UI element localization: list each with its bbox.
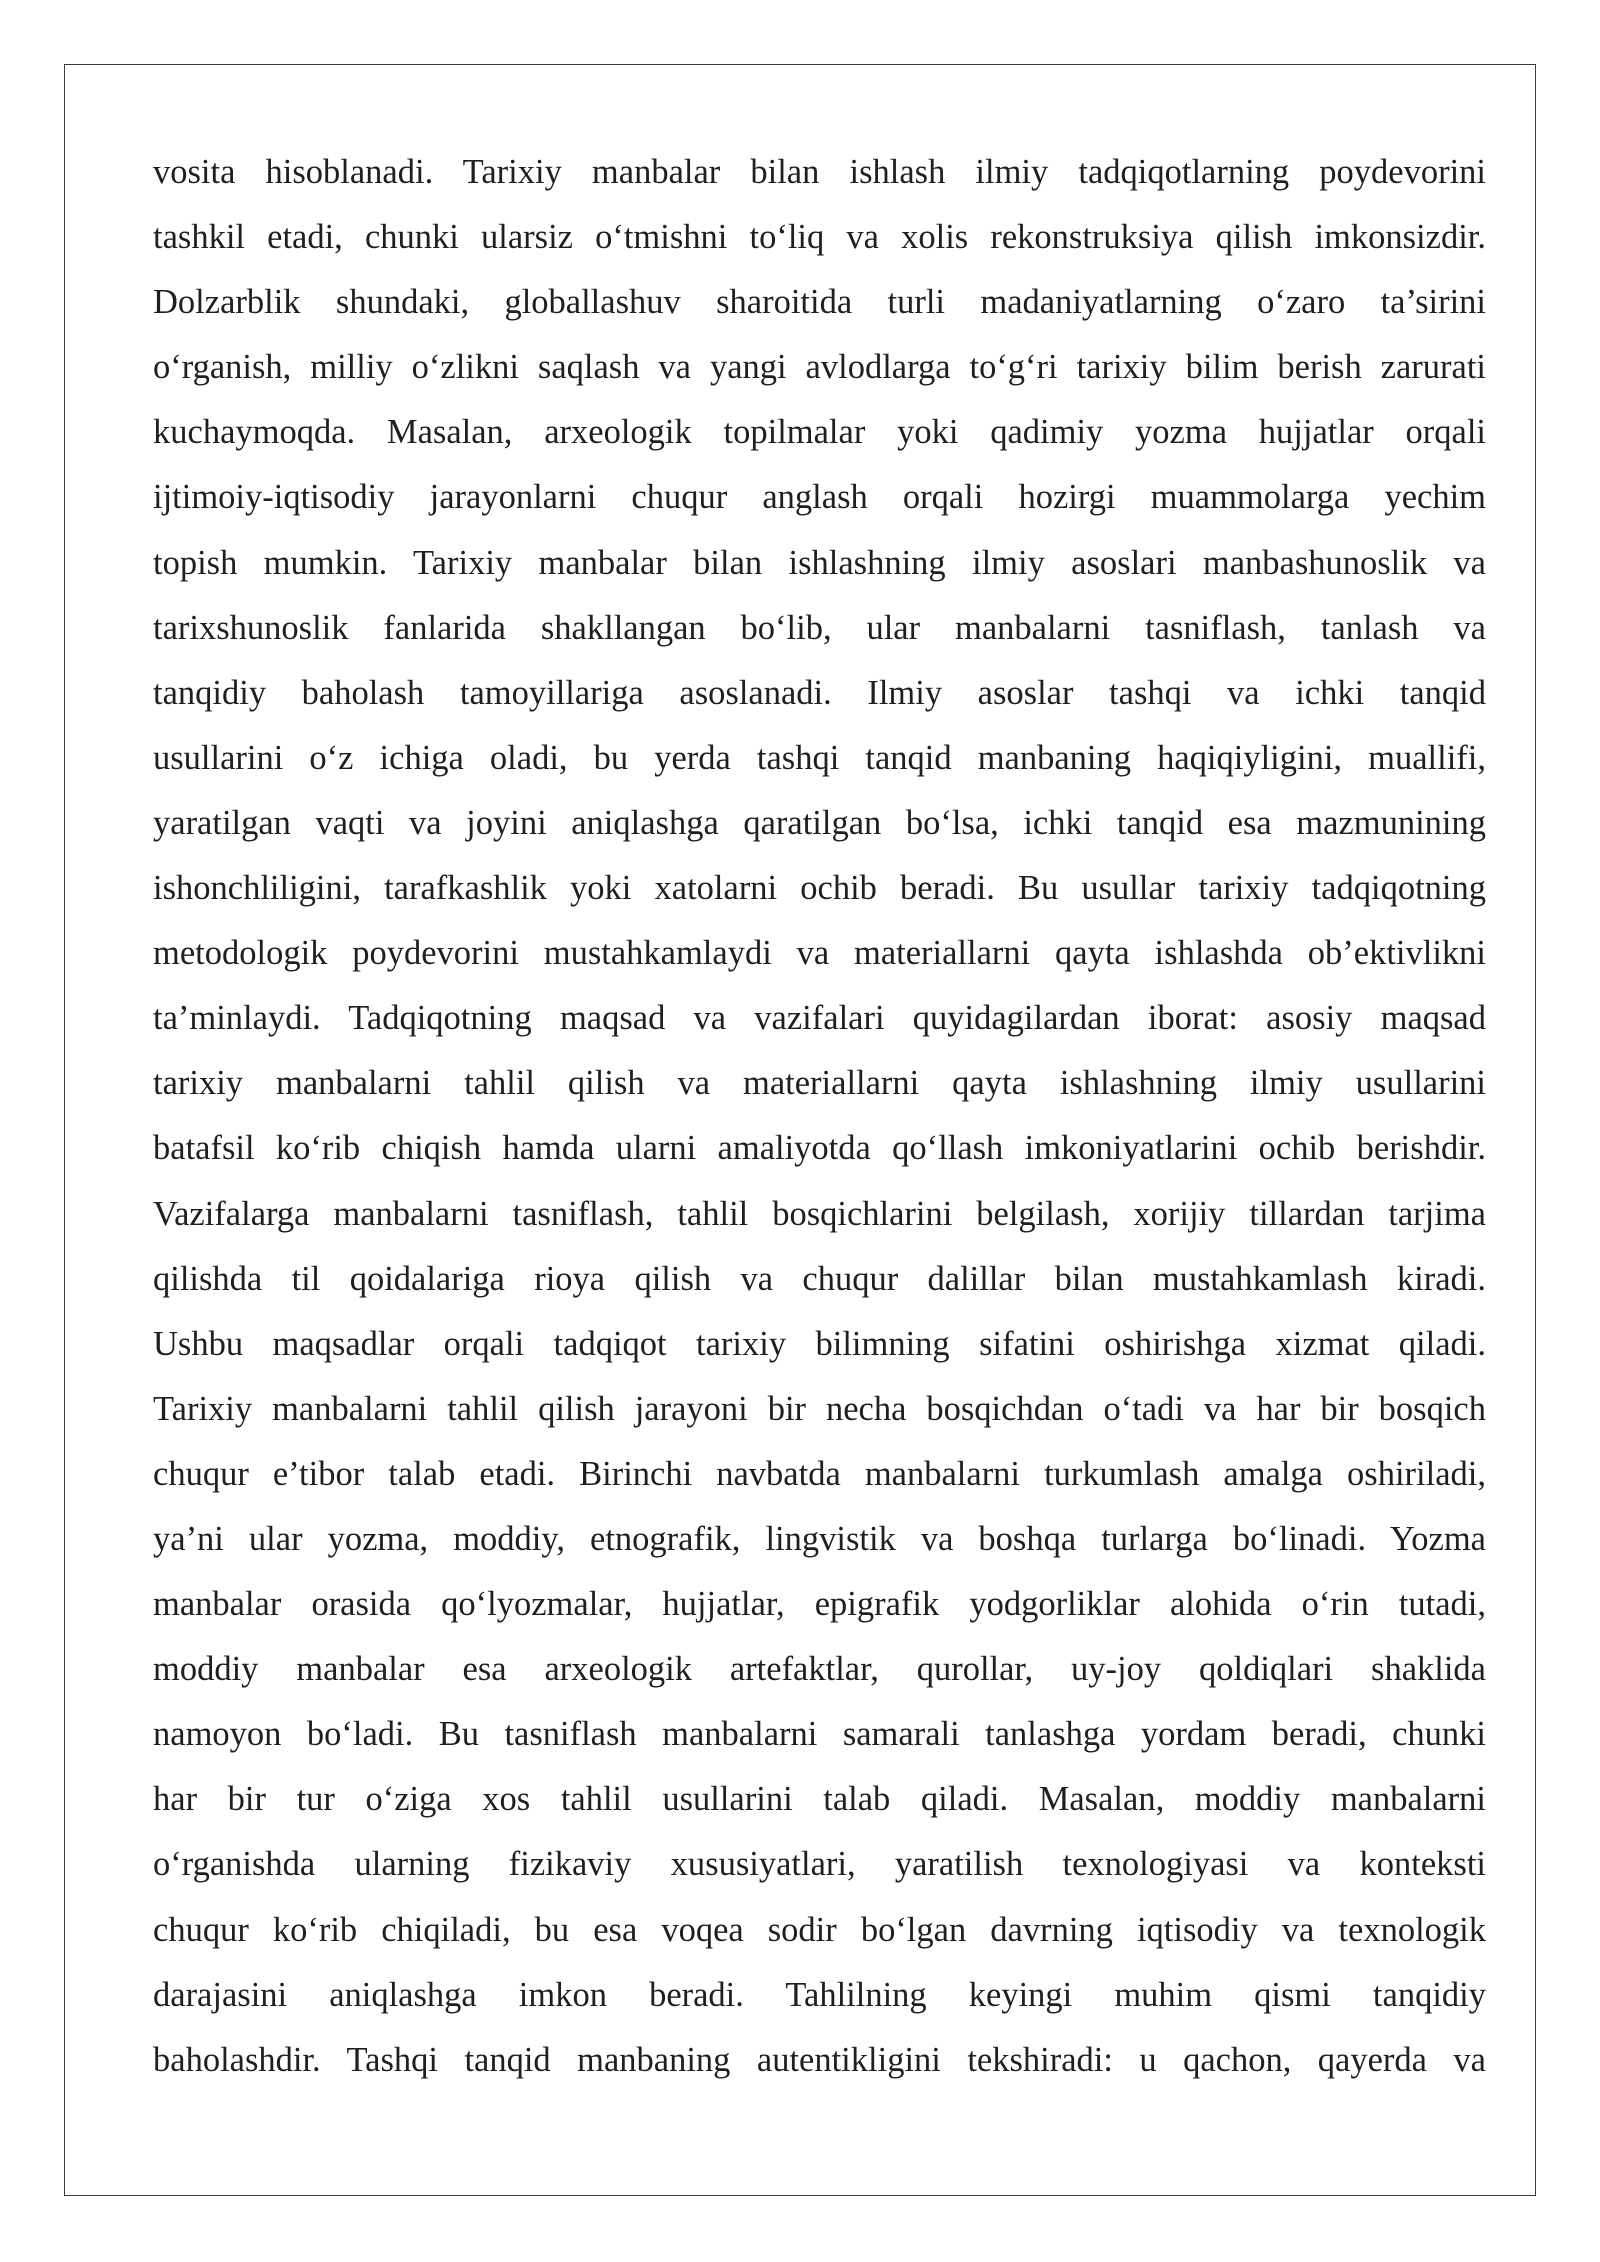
- text-line: manbalar orasida qo‘lyozmalar, hujjatlar, epigrafik yodgorliklar alohida o‘rin tutadi,: [153, 1585, 1486, 1624]
- text-line: o‘rganishda ularning fizikaviy xususiyatlari, yaratilish texnologiyasi va konteksti: [153, 1845, 1486, 1884]
- text-line: chuqur e’tibor talab etadi. Birinchi navbatda manbalarni turkumlash amalga oshiriladi,: [153, 1454, 1486, 1493]
- text-line: Vazifalarga manbalarni tasniflash, tahlil bosqichlarini belgilash, xorijiy tillardan tarjima: [153, 1194, 1486, 1233]
- text-line: batafsil ko‘rib chiqish hamda ularni amaliyotda qo‘llash imkoniyatlarini ochib berishdir.: [153, 1129, 1486, 1168]
- text-line: yaratilgan vaqti va joyini aniqlashga qaratilgan bo‘lsa, ichki tanqid esa mazmunining: [153, 803, 1486, 842]
- text-line: moddiy manbalar esa arxeologik artefaktlar, qurollar, uy-joy qoldiqlari shaklida: [153, 1650, 1486, 1689]
- text-line: tarixiy manbalarni tahlil qilish va materiallarni qayta ishlashning ilmiy usullarini: [153, 1064, 1486, 1103]
- text-line: ijtimoiy-iqtisodiy jarayonlarni chuqur anglash orqali hozirgi muammolarga yechim: [153, 478, 1486, 517]
- text-line: kuchaymoqda. Masalan, arxeologik topilmalar yoki qadimiy yozma hujjatlar orqali: [153, 413, 1486, 452]
- text-line: har bir tur o‘ziga xos tahlil usullarini talab qiladi. Masalan, moddiy manbalarni: [153, 1780, 1486, 1819]
- text-line: o‘rganish, milliy o‘zlikni saqlash va yangi avlodlarga to‘g‘ri tarixiy bilim berish zarurati: [153, 348, 1486, 387]
- text-line: namoyon bo‘ladi. Bu tasniflash manbalarni samarali tanlashga yordam beradi, chunki: [153, 1715, 1486, 1754]
- text-line: vosita hisoblanadi. Tarixiy manbalar bilan ishlash ilmiy tadqiqotlarning poydevorini: [153, 153, 1486, 191]
- text-line: Ushbu maqsadlar orqali tadqiqot tarixiy bilimning sifatini oshirishga xizmat qiladi.: [153, 1324, 1486, 1363]
- text-line: metodologik poydevorini mustahkamlaydi va materiallarni qayta ishlashda ob’ektivlikni: [153, 934, 1486, 973]
- text-line: topish mumkin. Tarixiy manbalar bilan ishlashning ilmiy asoslari manbashunoslik va: [153, 543, 1486, 582]
- text-line: baholashdir. Tashqi tanqid manbaning autentikligini tekshiradi: u qachon, qayerda va: [153, 2040, 1486, 2079]
- text-line: darajasini aniqlashga imkon beradi. Tahlilning keyingi muhim qismi tanqidiy: [153, 1975, 1486, 2014]
- text-line: ta’minlaydi. Tadqiqotning maqsad va vazifalari quyidagilardan iborat: asosiy maqsad: [153, 999, 1486, 1038]
- text-line: tanqidiy baholash tamoyillariga asoslanadi. Ilmiy asoslar tashqi va ichki tanqid: [153, 673, 1486, 712]
- text-line: ishonchliligini, tarafkashlik yoki xatolarni ochib beradi. Bu usullar tarixiy tadqiqotning: [153, 869, 1486, 908]
- text-line: usullarini o‘z ichiga oladi, bu yerda tashqi tanqid manbaning haqiqiyligini, muallifi,: [153, 738, 1486, 777]
- text-line: Tarixiy manbalarni tahlil qilish jarayoni bir necha bosqichdan o‘tadi va har bir bosqich: [153, 1389, 1486, 1428]
- text-line: ya’ni ular yozma, moddiy, etnografik, lingvistik va boshqa turlarga bo‘linadi. Yozma: [153, 1519, 1486, 1558]
- text-line: tashkil etadi, chunki ularsiz o‘tmishni to‘liq va xolis rekonstruksiya qilish imkonsizdir.: [153, 218, 1486, 257]
- text-line: tarixshunoslik fanlarida shakllangan bo‘lib, ular manbalarni tasniflash, tanlash va: [153, 608, 1486, 647]
- body-text: [153, 140, 1486, 2093]
- text-line: qilishda til qoidalariga rioya qilish va chuqur dalillar bilan mustahkamlash kiradi.: [153, 1259, 1486, 1298]
- text-line: chuqur ko‘rib chiqiladi, bu esa voqea sodir bo‘lgan davrning iqtisodiy va texnologik: [153, 1910, 1486, 1949]
- text-line: Dolzarblik shundaki, globallashuv sharoitida turli madaniyatlarning o‘zaro ta’sirini: [153, 283, 1486, 322]
